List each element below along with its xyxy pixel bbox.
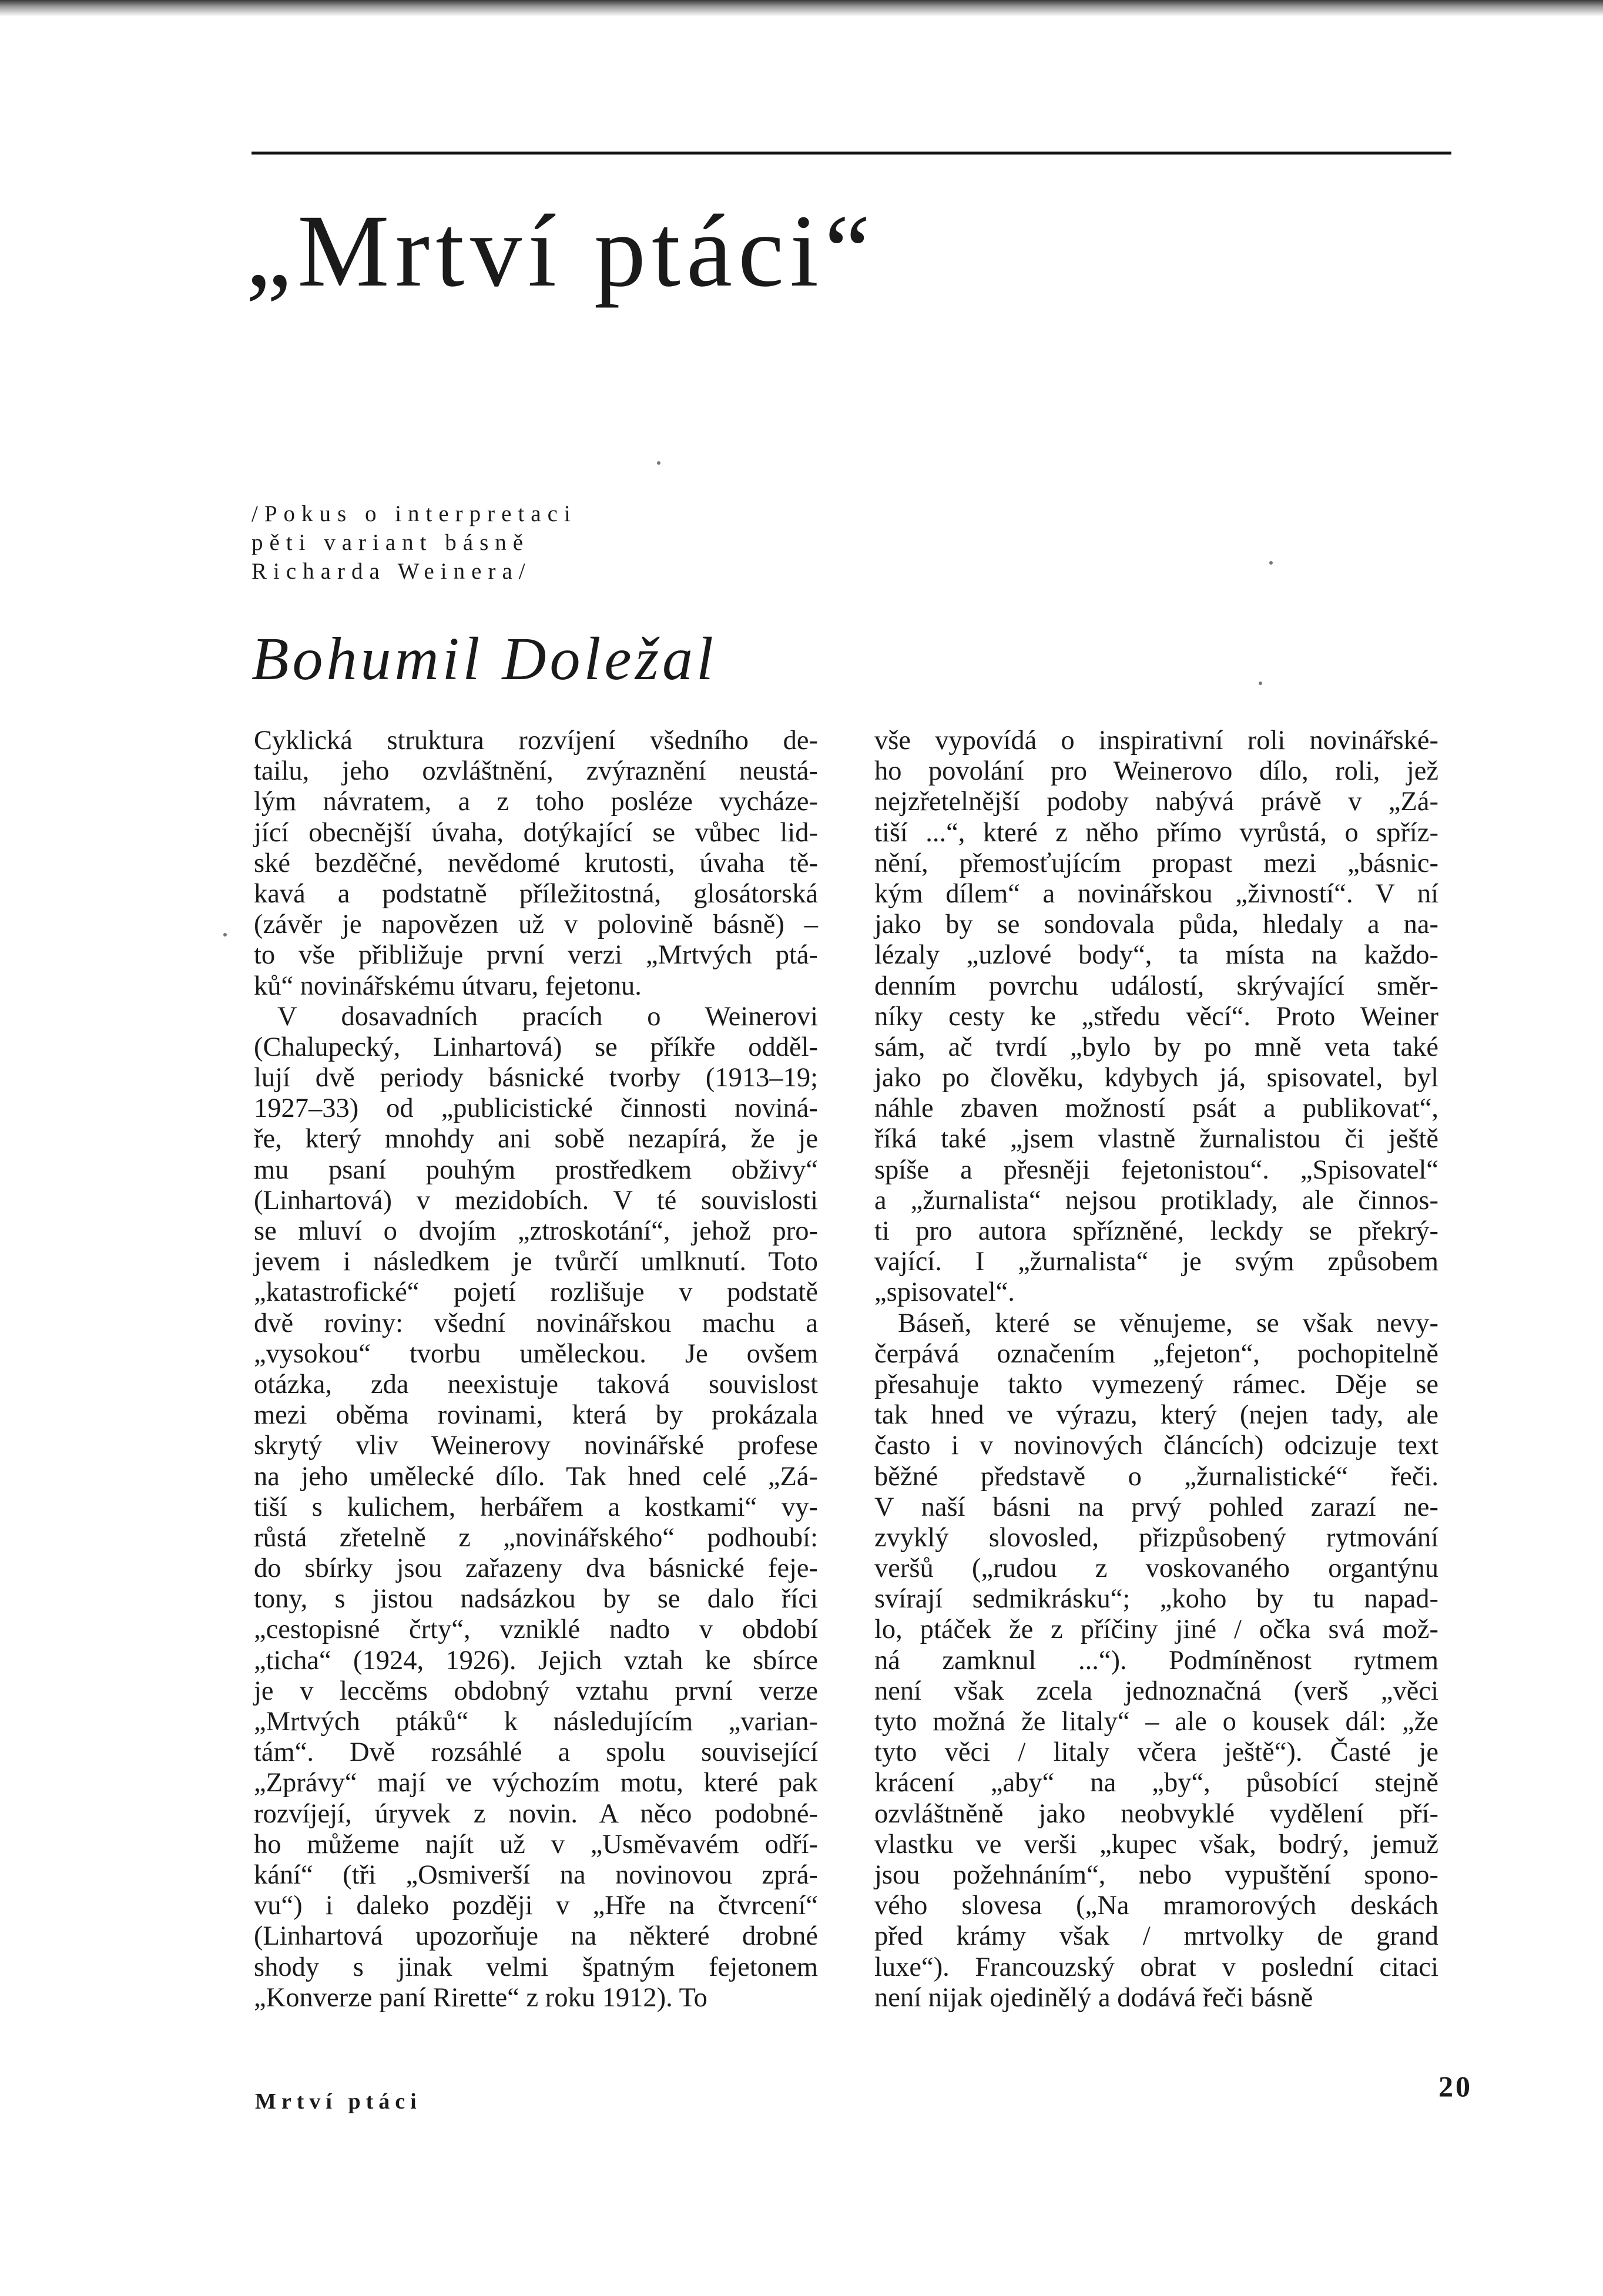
text-line: tailu, jeho ozvláštnění, zvýraznění neustá- (254, 756, 818, 787)
text-line: spíše a přesněji fejetonistou“. „Spisovatel“ (874, 1154, 1438, 1185)
text-line: ná zamknul ...“). Podmíněnost rytmem (874, 1645, 1438, 1676)
text-line: tiší ...“, které z něho přímo vyrůstá, o spříz- (874, 817, 1438, 848)
text-line: (Chalupecký, Linhartová) se příkře odděl- (254, 1032, 818, 1062)
text-line: jící obecnější úvaha, dotýkající se vůbec lid- (254, 817, 818, 848)
text-line: růstá zřetelně z „novinářského“ podhoubí: (254, 1522, 818, 1553)
article-subtitle (251, 499, 577, 586)
text-line: nejzřetelnější podoby nabývá právě v „Zá- (874, 787, 1438, 817)
text-line: ře, který mnohdy ani sobě nezapírá, že je (254, 1124, 818, 1154)
text-line: nění, přemosťujícím propast mezi „básnic- (874, 848, 1438, 878)
text-line: Báseň, které se věnujeme, se však nevy- (898, 1308, 1438, 1338)
text-line: „spisovatel“. (874, 1277, 1015, 1308)
page-number: 20 (1438, 2070, 1473, 2103)
text-column-right (874, 726, 1438, 2013)
text-line: (Linhartová) v mezidobích. V té souvislosti (254, 1185, 818, 1216)
text-line: ho povolání pro Weinerovo dílo, roli, jež (874, 756, 1438, 787)
text-line: ti pro autora spřízněné, leckdy se překrý- (874, 1216, 1438, 1246)
text-line: náhle zbaven možností psát a publikovat“, (874, 1093, 1438, 1124)
text-line: tyto možná že litaly“ – ale o kousek dál: „že (874, 1707, 1438, 1737)
text-line: „katastrofické“ pojetí rozlišuje v podstatě (254, 1277, 818, 1308)
text-line: jako po člověku, kdybych já, spisovatel, byl (874, 1063, 1438, 1093)
text-line: „Mrtvých ptáků“ k následujícím „varian- (254, 1707, 818, 1737)
text-line: lo, ptáček že z příčiny jiné / očka svá mož- (874, 1614, 1438, 1645)
subtitle-line: Richarda Weinera/ (251, 559, 532, 584)
text-line: jsou požehnáním“, nebo vypuštění spono- (874, 1859, 1438, 1890)
text-line: vého slovesa („Na mramorových deskách (874, 1891, 1438, 1921)
text-line: ho můžeme najít už v „Usměvavém odří- (254, 1829, 818, 1859)
text-line: tony, s jistou nadsázkou by se dalo říci (254, 1584, 818, 1614)
text-line: skrytý vliv Weinerovy novinářské profese (254, 1431, 818, 1461)
text-line: není však zcela jednoznačná (verš „věci (874, 1676, 1438, 1706)
text-line: Cyklická struktura rozvíjení všedního de- (254, 726, 818, 756)
text-line: mu psaní pouhým prostředkem obživy“ (254, 1154, 818, 1185)
running-footer-title: Mrtví ptáci (255, 2089, 422, 2114)
text-line: se mluví o dvojím „ztroskotání“, jehož pro- (254, 1216, 818, 1246)
text-line: ské bezděčné, nevědomé krutosti, úvaha tě- (254, 848, 818, 878)
subtitle-line: /Pokus o interpretaci (251, 501, 577, 526)
text-line: vu“) i daleko později v „Hře na čtvrcení“ (254, 1891, 818, 1921)
text-line: tak hned ve výrazu, který (nejen tady, ale (874, 1400, 1438, 1431)
text-line: (závěr je napovězen už v polovině básně) – (254, 909, 818, 940)
text-line: mezi oběma rovinami, která by prokázala (254, 1400, 818, 1431)
text-line: 1927–33) od „publicistické činnosti noviná- (254, 1093, 818, 1124)
text-line: vlastku ve verši „kupec však, bodrý, jemuž (874, 1829, 1438, 1859)
paper-speck (223, 933, 227, 936)
text-line: jevem i následkem je tvůrčí umlknutí. Toto (254, 1247, 818, 1277)
text-line: do sbírky jsou zařazeny dva básnické feje- (254, 1553, 818, 1584)
text-line: „vysokou“ tvorbu uměleckou. Je ovšem (254, 1338, 818, 1369)
text-line: tyto věci / litaly včera ještě“). Časté je (874, 1737, 1438, 1768)
text-line: lým návratem, a z toho posléze vycháze- (254, 787, 818, 817)
text-line: zvyklý slovosled, přizpůsobený rytmování (874, 1522, 1438, 1553)
paper-speck (657, 461, 660, 465)
text-line: lují dvě periody básnické tvorby (1913–19; (254, 1063, 818, 1093)
text-line: V dosavadních pracích o Weinerovi (277, 1001, 818, 1032)
text-line: na jeho umělecké dílo. Tak hned celé „Zá- (254, 1461, 818, 1492)
text-line: otázka, zda neexistuje taková souvislost (254, 1369, 818, 1399)
text-line: veršů („rudou z voskovaného organtýnu (874, 1553, 1438, 1584)
text-line: svírají sedmikrásku“; „koho by tu napad- (874, 1584, 1438, 1614)
text-line: dvě roviny: všední novinářskou machu a (254, 1308, 818, 1338)
text-line: „Zprávy“ mají ve výchozím motu, které pak (254, 1768, 818, 1798)
text-line: V naší básni na prvý pohled zarazí ne- (874, 1492, 1438, 1522)
text-line: níky cesty ke „středu věcí“. Proto Weiner (874, 1001, 1438, 1032)
text-line: krácení „aby“ na „by“, působící stejně (874, 1768, 1438, 1798)
text-line: říká také „jsem vlastně žurnalistou či ještě (874, 1124, 1438, 1154)
text-line: „ticha“ (1924, 1926). Jejich vztah ke sbírce (254, 1645, 818, 1676)
text-line: shody s jinak velmi špatným fejetonem (254, 1952, 818, 1982)
text-line: kání“ (tři „Osmiverší na novinovou zprá- (254, 1859, 818, 1890)
text-line: lézaly „uzlové body“, ta místa na každo- (874, 940, 1438, 971)
text-line: čerpává označením „fejeton“, pochopitelně (874, 1338, 1438, 1369)
page-top-edge-shadow (0, 0, 1603, 16)
article-author: Bohumil Doležal (251, 625, 717, 693)
text-line: kým dílem“ a novinářskou „živností“. V ní (874, 878, 1438, 909)
text-line: „Konverze paní Rirette“ z roku 1912). To (254, 1982, 707, 2013)
text-line: jako by se sondovala půda, hledaly a na- (874, 909, 1438, 940)
text-line: běžné představě o „žurnalistické“ řeči. (874, 1461, 1438, 1492)
text-column-left (254, 726, 818, 2013)
top-rule (251, 152, 1451, 155)
paper-speck (1269, 561, 1273, 565)
text-line: přesahuje takto vymezený rámec. Děje se (874, 1369, 1438, 1399)
paper-speck (1259, 682, 1262, 685)
text-line: sám, ač tvrdí „bylo by po mně veta také (874, 1032, 1438, 1062)
text-line: to vše přibližuje první verzi „Mrtvých ptá- (254, 940, 818, 971)
text-line: tám“. Dvě rozsáhlé a spolu související (254, 1737, 818, 1768)
text-line: vše vypovídá o inspirativní roli novinářské- (874, 726, 1438, 756)
text-line: ozvláštněně jako neobvyklé vydělení pří- (874, 1798, 1438, 1829)
text-line: je v leccěms obdobný vztahu první verze (254, 1676, 818, 1706)
text-line: (Linhartová upozorňuje na některé drobné (254, 1921, 818, 1952)
article-title: „Mrtví ptáci“ (246, 194, 877, 308)
text-line: tiší s kulichem, herbářem a kostkami“ vy- (254, 1492, 818, 1522)
text-line: před krámy však / mrtvolky de grand (874, 1921, 1438, 1952)
subtitle-line: pěti variant básně (251, 530, 530, 555)
text-line: a „žurnalista“ nejsou protiklady, ale činnos- (874, 1185, 1438, 1216)
text-line: ků“ novinářskému útvaru, fejetonu. (254, 971, 642, 1001)
text-line: není nijak ojedinělý a dodává řeči básně (874, 1982, 1313, 2013)
text-line: denním povrchu událostí, skrývající směr- (874, 971, 1438, 1001)
text-line: vající. I „žurnalista“ je svým způsobem (874, 1247, 1438, 1277)
text-line: kavá a podstatně příležitostná, glosátorská (254, 878, 818, 909)
text-line: často i v novinových článcích) odcizuje text (874, 1431, 1438, 1461)
text-line: luxe“). Francouzský obrat v poslední citaci (874, 1952, 1438, 1982)
text-line: rozvíjejí, úryvek z novin. A něco podobné- (254, 1798, 818, 1829)
text-line: „cestopisné črty“, vzniklé nadto v období (254, 1614, 818, 1645)
